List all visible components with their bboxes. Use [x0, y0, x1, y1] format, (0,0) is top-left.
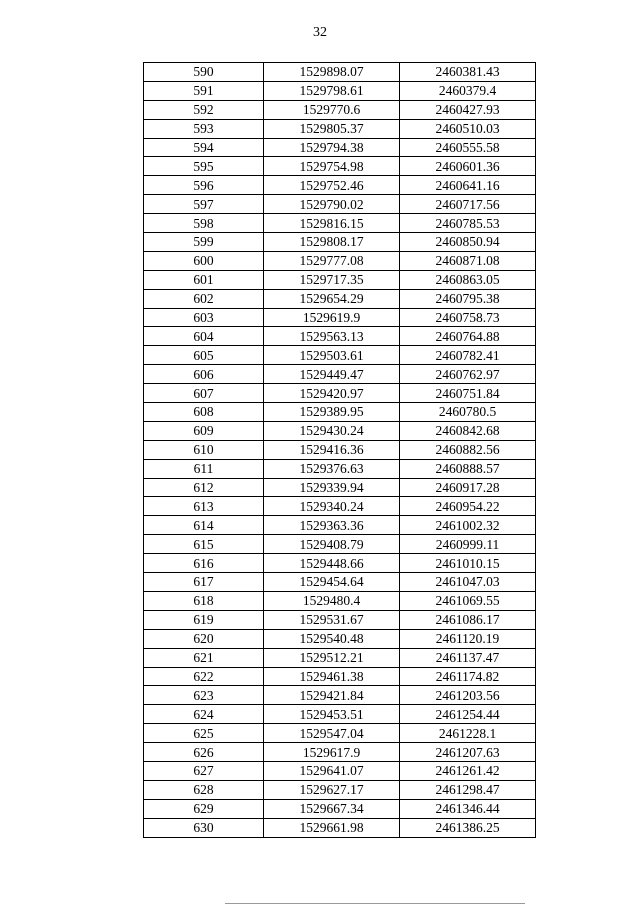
y-coordinate-cell: 2460717.56 [400, 195, 536, 214]
table-row [144, 365, 536, 384]
point-number-cell: 591 [144, 81, 264, 100]
x-coordinate-cell: 1529421.84 [264, 686, 400, 705]
point-number-cell: 618 [144, 591, 264, 610]
x-coordinate-cell: 1529563.13 [264, 327, 400, 346]
table-row [144, 421, 536, 440]
x-coordinate-cell: 1529340.24 [264, 497, 400, 516]
y-coordinate-cell: 2460782.41 [400, 346, 536, 365]
x-coordinate-cell: 1529454.64 [264, 573, 400, 592]
x-coordinate-cell: 1529453.51 [264, 705, 400, 724]
y-coordinate-cell: 2461069.55 [400, 591, 536, 610]
point-number-cell: 604 [144, 327, 264, 346]
point-number-cell: 610 [144, 440, 264, 459]
x-coordinate-cell: 1529503.61 [264, 346, 400, 365]
point-number-cell: 593 [144, 119, 264, 138]
point-number-cell: 626 [144, 743, 264, 762]
y-coordinate-cell: 2460842.68 [400, 421, 536, 440]
y-coordinate-cell: 2460555.58 [400, 138, 536, 157]
x-coordinate-cell: 1529547.04 [264, 724, 400, 743]
x-coordinate-cell: 1529794.38 [264, 138, 400, 157]
table-row [144, 327, 536, 346]
point-number-cell: 616 [144, 554, 264, 573]
point-number-cell: 619 [144, 610, 264, 629]
x-coordinate-cell: 1529389.95 [264, 403, 400, 422]
x-coordinate-cell: 1529717.35 [264, 270, 400, 289]
table-row [144, 440, 536, 459]
y-coordinate-cell: 2460850.94 [400, 233, 536, 252]
point-number-cell: 592 [144, 100, 264, 119]
x-coordinate-cell: 1529376.63 [264, 459, 400, 478]
x-coordinate-cell: 1529798.61 [264, 81, 400, 100]
x-coordinate-cell: 1529816.15 [264, 214, 400, 233]
table-row [144, 497, 536, 516]
point-number-cell: 614 [144, 516, 264, 535]
scan-mark-line [225, 903, 525, 904]
y-coordinate-cell: 2460954.22 [400, 497, 536, 516]
x-coordinate-cell: 1529617.9 [264, 743, 400, 762]
point-number-cell: 628 [144, 780, 264, 799]
y-coordinate-cell: 2460795.38 [400, 289, 536, 308]
point-number-cell: 615 [144, 535, 264, 554]
table-row [144, 761, 536, 780]
point-number-cell: 625 [144, 724, 264, 743]
x-coordinate-cell: 1529627.17 [264, 780, 400, 799]
coordinates-table-body [144, 63, 536, 838]
y-coordinate-cell: 2460888.57 [400, 459, 536, 478]
y-coordinate-cell: 2460917.28 [400, 478, 536, 497]
table-row [144, 233, 536, 252]
x-coordinate-cell: 1529808.17 [264, 233, 400, 252]
x-coordinate-cell: 1529790.02 [264, 195, 400, 214]
y-coordinate-cell: 2460379.4 [400, 81, 536, 100]
point-number-cell: 603 [144, 308, 264, 327]
table-row [144, 818, 536, 837]
point-number-cell: 612 [144, 478, 264, 497]
table-row [144, 459, 536, 478]
x-coordinate-cell: 1529449.47 [264, 365, 400, 384]
point-number-cell: 622 [144, 667, 264, 686]
x-coordinate-cell: 1529363.36 [264, 516, 400, 535]
y-coordinate-cell: 2460999.11 [400, 535, 536, 554]
x-coordinate-cell: 1529898.07 [264, 63, 400, 82]
point-number-cell: 601 [144, 270, 264, 289]
table-row [144, 119, 536, 138]
table-row [144, 81, 536, 100]
y-coordinate-cell: 2460510.03 [400, 119, 536, 138]
point-number-cell: 613 [144, 497, 264, 516]
point-number-cell: 598 [144, 214, 264, 233]
table-row [144, 573, 536, 592]
x-coordinate-cell: 1529770.6 [264, 100, 400, 119]
y-coordinate-cell: 2460758.73 [400, 308, 536, 327]
coordinates-table [143, 62, 536, 838]
table-row [144, 743, 536, 762]
point-number-cell: 624 [144, 705, 264, 724]
table-row [144, 251, 536, 270]
table-row [144, 705, 536, 724]
table-row [144, 176, 536, 195]
y-coordinate-cell: 2461047.03 [400, 573, 536, 592]
y-coordinate-cell: 2460751.84 [400, 384, 536, 403]
point-number-cell: 600 [144, 251, 264, 270]
y-coordinate-cell: 2461386.25 [400, 818, 536, 837]
x-coordinate-cell: 1529448.66 [264, 554, 400, 573]
x-coordinate-cell: 1529420.97 [264, 384, 400, 403]
y-coordinate-cell: 2461203.56 [400, 686, 536, 705]
x-coordinate-cell: 1529654.29 [264, 289, 400, 308]
y-coordinate-cell: 2461346.44 [400, 799, 536, 818]
table-row [144, 591, 536, 610]
point-number-cell: 621 [144, 648, 264, 667]
y-coordinate-cell: 2460871.08 [400, 251, 536, 270]
table-row [144, 308, 536, 327]
y-coordinate-cell: 2460882.56 [400, 440, 536, 459]
point-number-cell: 602 [144, 289, 264, 308]
table-row [144, 535, 536, 554]
table-row [144, 780, 536, 799]
page-number: 32 [313, 25, 327, 40]
point-number-cell: 606 [144, 365, 264, 384]
y-coordinate-cell: 2461207.63 [400, 743, 536, 762]
table-row [144, 214, 536, 233]
y-coordinate-cell: 2460762.97 [400, 365, 536, 384]
y-coordinate-cell: 2461120.19 [400, 629, 536, 648]
x-coordinate-cell: 1529619.9 [264, 308, 400, 327]
x-coordinate-cell: 1529461.38 [264, 667, 400, 686]
x-coordinate-cell: 1529512.21 [264, 648, 400, 667]
point-number-cell: 605 [144, 346, 264, 365]
y-coordinate-cell: 2461002.32 [400, 516, 536, 535]
table-row [144, 478, 536, 497]
point-number-cell: 620 [144, 629, 264, 648]
point-number-cell: 611 [144, 459, 264, 478]
table-row [144, 403, 536, 422]
table-row [144, 724, 536, 743]
x-coordinate-cell: 1529540.48 [264, 629, 400, 648]
x-coordinate-cell: 1529430.24 [264, 421, 400, 440]
point-number-cell: 630 [144, 818, 264, 837]
point-number-cell: 596 [144, 176, 264, 195]
y-coordinate-cell: 2461137.47 [400, 648, 536, 667]
table-row [144, 686, 536, 705]
x-coordinate-cell: 1529480.4 [264, 591, 400, 610]
point-number-cell: 608 [144, 403, 264, 422]
point-number-cell: 597 [144, 195, 264, 214]
point-number-cell: 617 [144, 573, 264, 592]
point-number-cell: 627 [144, 761, 264, 780]
y-coordinate-cell: 2461228.1 [400, 724, 536, 743]
x-coordinate-cell: 1529661.98 [264, 818, 400, 837]
x-coordinate-cell: 1529339.94 [264, 478, 400, 497]
table-row [144, 554, 536, 573]
point-number-cell: 594 [144, 138, 264, 157]
y-coordinate-cell: 2461174.82 [400, 667, 536, 686]
x-coordinate-cell: 1529531.67 [264, 610, 400, 629]
y-coordinate-cell: 2460780.5 [400, 403, 536, 422]
x-coordinate-cell: 1529805.37 [264, 119, 400, 138]
table-row [144, 138, 536, 157]
point-number-cell: 595 [144, 157, 264, 176]
x-coordinate-cell: 1529667.34 [264, 799, 400, 818]
point-number-cell: 609 [144, 421, 264, 440]
y-coordinate-cell: 2460381.43 [400, 63, 536, 82]
x-coordinate-cell: 1529641.07 [264, 761, 400, 780]
table-row [144, 195, 536, 214]
y-coordinate-cell: 2460641.16 [400, 176, 536, 195]
table-row [144, 346, 536, 365]
table-row [144, 270, 536, 289]
table-row [144, 157, 536, 176]
table-row [144, 384, 536, 403]
point-number-cell: 599 [144, 233, 264, 252]
x-coordinate-cell: 1529408.79 [264, 535, 400, 554]
x-coordinate-cell: 1529754.98 [264, 157, 400, 176]
point-number-cell: 607 [144, 384, 264, 403]
point-number-cell: 590 [144, 63, 264, 82]
x-coordinate-cell: 1529416.36 [264, 440, 400, 459]
y-coordinate-cell: 2460601.36 [400, 157, 536, 176]
table-row [144, 799, 536, 818]
y-coordinate-cell: 2460427.93 [400, 100, 536, 119]
y-coordinate-cell: 2460785.53 [400, 214, 536, 233]
table-row [144, 516, 536, 535]
x-coordinate-cell: 1529777.08 [264, 251, 400, 270]
table-row [144, 667, 536, 686]
table-row [144, 63, 536, 82]
y-coordinate-cell: 2461010.15 [400, 554, 536, 573]
y-coordinate-cell: 2461254.44 [400, 705, 536, 724]
y-coordinate-cell: 2461086.17 [400, 610, 536, 629]
y-coordinate-cell: 2460764.88 [400, 327, 536, 346]
table-row [144, 610, 536, 629]
table-row [144, 648, 536, 667]
y-coordinate-cell: 2461298.47 [400, 780, 536, 799]
table-row [144, 100, 536, 119]
table-row [144, 629, 536, 648]
point-number-cell: 623 [144, 686, 264, 705]
y-coordinate-cell: 2460863.05 [400, 270, 536, 289]
point-number-cell: 629 [144, 799, 264, 818]
table-row [144, 289, 536, 308]
x-coordinate-cell: 1529752.46 [264, 176, 400, 195]
y-coordinate-cell: 2461261.42 [400, 761, 536, 780]
